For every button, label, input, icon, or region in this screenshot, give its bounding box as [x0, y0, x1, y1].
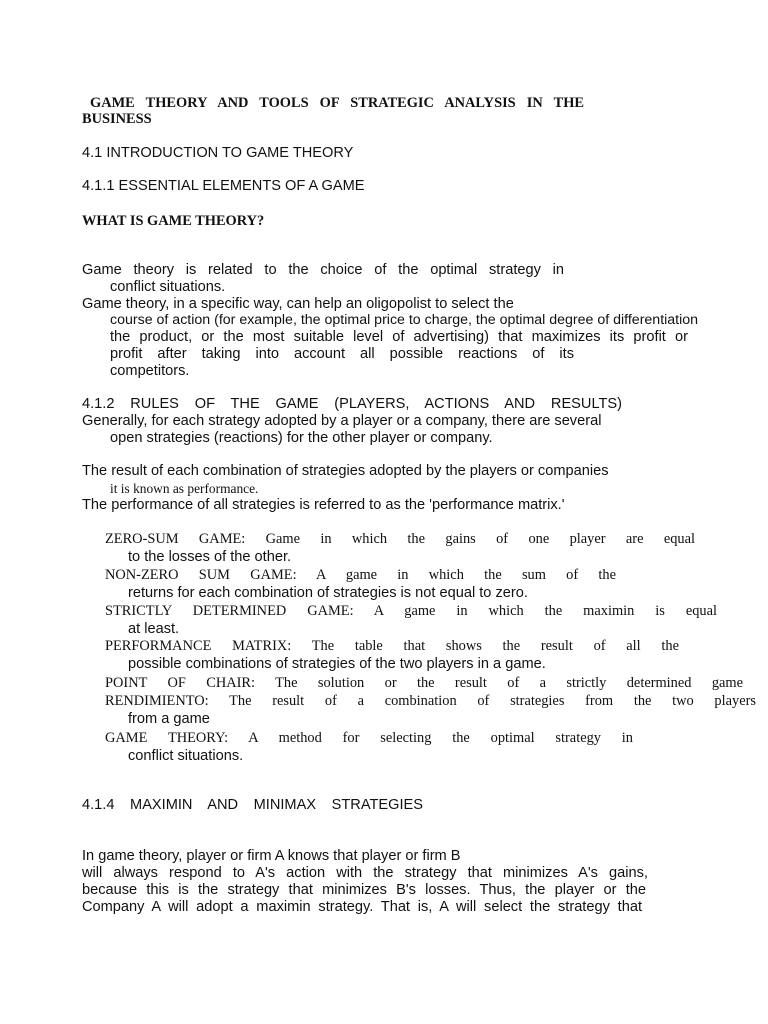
definition-zero-sum-game: ZERO-SUM GAME: Game in which the gains of one player are equal	[105, 531, 695, 547]
paragraph-line: because this is the strategy that minimizes B's losses. Thus, the player or the	[82, 882, 646, 898]
paragraph-line: profit after taking into account all possible reactions of its	[110, 346, 574, 362]
paragraph-line: In game theory, player or firm A knows that player or firm B	[82, 848, 461, 864]
section-heading-4-1: 4.1 INTRODUCTION TO GAME THEORY	[82, 145, 354, 161]
paragraph-line: competitors.	[110, 363, 190, 379]
paragraph-line: Game theory, in a specific way, can help an oligopolist to select the	[82, 296, 514, 312]
section-heading-4-1-1: 4.1.1 ESSENTIAL ELEMENTS OF A GAME	[82, 178, 365, 194]
definition-game-theory: GAME THEORY: A method for selecting the optimal strategy in	[105, 730, 633, 746]
paragraph-line: will always respond to A's action with the strategy that minimizes A's gains,	[82, 865, 648, 881]
paragraph-line: the product, or the most suitable level of advertising) that maximizes its profit or	[110, 329, 688, 345]
paragraph-line: Generally, for each strategy adopted by a player or a company, there are several	[82, 413, 602, 429]
definition-continuation: possible combinations of strategies of the two players in a game.	[128, 656, 546, 672]
paragraph-line: it is known as performance.	[110, 481, 259, 496]
definition-continuation: to the losses of the other.	[128, 549, 292, 565]
definition-strictly-determined-game: STRICTLY DETERMINED GAME: A game in which the maximin is equal	[105, 603, 717, 619]
paragraph-line: conflict situations.	[110, 279, 226, 295]
definition-continuation: returns for each combination of strategies is not equal to zero.	[128, 585, 528, 601]
definition-performance-matrix: PERFORMANCE MATRIX: The table that shows the result of all the	[105, 638, 679, 654]
document-title-line-2: BUSINESS	[82, 111, 152, 127]
section-heading-4-1-4: 4.1.4 MAXIMIN AND MINIMAX STRATEGIES	[82, 797, 423, 813]
paragraph-line: Game theory is related to the choice of the optimal strategy in	[82, 262, 564, 278]
definition-point-of-chair: POINT OF CHAIR: The solution or the result of a strictly determined game	[105, 675, 743, 691]
paragraph-line: open strategies (reactions) for the other player or company.	[110, 430, 493, 446]
definition-continuation: conflict situations.	[128, 748, 244, 764]
paragraph-line: The result of each combination of strategies adopted by the players or companies	[82, 463, 609, 479]
paragraph-line: course of action (for example, the optimal price to charge, the optimal degree of differentiation	[110, 312, 699, 328]
definition-non-zero-sum-game: NON-ZERO SUM GAME: A game in which the sum of the	[105, 567, 616, 583]
paragraph-line: Company A will adopt a maximin strategy. That is, A will select the strategy that	[82, 899, 642, 915]
definition-rendimiento: RENDIMIENTO: The result of a combination of strategies from the two players	[105, 693, 756, 709]
document-title-line-1: GAME THEORY AND TOOLS OF STRATEGIC ANALYSIS IN THE	[90, 95, 584, 111]
section-heading-4-1-2: 4.1.2 RULES OF THE GAME (PLAYERS, ACTIONS AND RESULTS)	[82, 396, 622, 412]
what-is-game-theory-heading: WHAT IS GAME THEORY?	[82, 213, 265, 229]
definition-continuation: at least.	[128, 621, 180, 637]
definition-continuation: from a game	[128, 711, 210, 727]
paragraph-line: The performance of all strategies is referred to as the 'performance matrix.'	[82, 497, 565, 513]
